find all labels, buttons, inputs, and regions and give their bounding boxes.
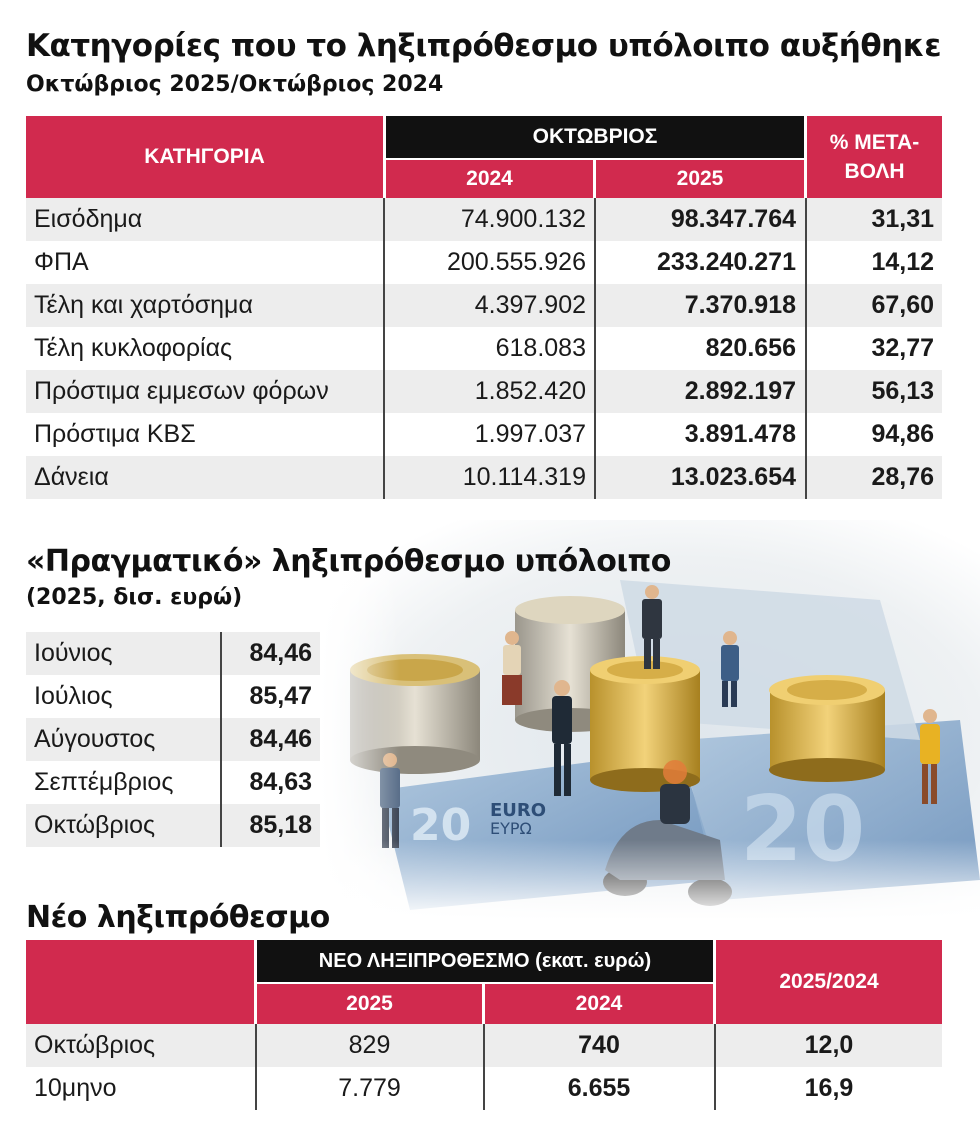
table3-body — [26, 1024, 942, 1110]
row-category: Εισόδημα — [34, 205, 143, 233]
euro-coins-illustration — [320, 520, 980, 920]
row-value: 85,18 — [249, 811, 312, 839]
row-month: Ιούνιος — [34, 639, 113, 667]
table-row — [26, 241, 942, 284]
row-change: 94,86 — [871, 420, 934, 448]
row-value-2025: 233.240.271 — [656, 248, 796, 276]
table-row — [26, 675, 320, 718]
header-october: ΟΚΤΩΒΡΙΟΣ — [386, 116, 804, 158]
row-value-2025: 829 — [348, 1031, 391, 1059]
table-row — [26, 1024, 942, 1067]
header3-2024: 2024 — [485, 984, 713, 1024]
header-category: ΚΑΤΗΓΟΡΙΑ — [26, 116, 383, 198]
row-value-2025: 3.891.478 — [684, 420, 796, 448]
column-divider — [383, 413, 385, 456]
table-row — [26, 456, 942, 499]
table3-header — [26, 940, 942, 1024]
row-ratio: 16,9 — [804, 1074, 854, 1102]
row-value-2025: 7.370.918 — [684, 291, 796, 319]
row-value-2024: 740 — [578, 1031, 620, 1059]
row-change: 28,76 — [871, 463, 934, 491]
row-value-2024: 1.997.037 — [474, 420, 586, 448]
table1-body — [26, 198, 942, 499]
row-month: Σεπτέμβριος — [34, 768, 174, 796]
row-value: 85,47 — [249, 682, 312, 710]
header-change-line2: ΒΟΛΗ — [844, 160, 905, 183]
row-category: ΦΠΑ — [34, 248, 89, 276]
column-divider — [383, 241, 385, 284]
table2-subtitle: (2025, δισ. ευρώ) — [26, 585, 243, 610]
row-category: Τέλη κυκλοφορίας — [34, 334, 233, 362]
table-row — [26, 327, 942, 370]
row-value-2025: 7.779 — [338, 1074, 401, 1102]
header-2024: 2024 — [386, 160, 593, 198]
header-change — [807, 116, 942, 198]
row-value-2024: 6.655 — [567, 1074, 631, 1102]
table3-title: Νέο ληξιπρόθεσμο — [26, 900, 330, 935]
row-change: 31,31 — [871, 205, 934, 233]
table-row — [26, 718, 320, 761]
header3-ratio: 2025/2024 — [716, 940, 942, 1024]
row-change: 32,77 — [871, 334, 934, 362]
row-value-2024: 10.114.319 — [462, 463, 586, 491]
header3-blank — [26, 940, 254, 1024]
row-ratio: 12,0 — [804, 1031, 854, 1059]
new-arrears-table — [26, 940, 942, 1110]
arrears-category-table — [26, 116, 942, 499]
row-value-2025: 2.892.197 — [684, 377, 796, 405]
header-2025: 2025 — [596, 160, 804, 198]
header3-2025: 2025 — [257, 984, 482, 1024]
row-value-2025: 820.656 — [705, 334, 796, 362]
row-change: 14,12 — [871, 248, 934, 276]
row-value: 84,46 — [249, 639, 312, 667]
row-value-2024: 1.852.420 — [474, 377, 586, 405]
column-divider — [383, 198, 385, 241]
header-change-line1: % ΜΕΤΑ- — [829, 131, 920, 154]
row-value: 84,46 — [249, 725, 312, 753]
real-arrears-table — [26, 632, 320, 847]
row-label: 10μηνο — [34, 1074, 117, 1102]
table-row — [26, 413, 942, 456]
row-value-2024: 618.083 — [495, 334, 586, 362]
table-row — [26, 284, 942, 327]
euro-coins-photo — [320, 520, 980, 920]
table-row — [26, 1067, 942, 1110]
row-month: Ιούλιος — [34, 682, 113, 710]
column-divider — [383, 327, 385, 370]
row-label: Οκτώβριος — [34, 1031, 156, 1059]
row-month: Αύγουστος — [34, 725, 156, 753]
row-category: Τέλη και χαρτόσημα — [34, 291, 253, 319]
row-value: 84,63 — [249, 768, 312, 796]
row-value-2024: 4.397.902 — [474, 291, 586, 319]
table1-title: Κατηγορίες που το ληξιπρόθεσμο υπόλοιπο αυξήθηκε — [26, 28, 942, 64]
row-change: 67,60 — [871, 291, 934, 319]
table-row — [26, 761, 320, 804]
row-change: 56,13 — [871, 377, 934, 405]
table-row — [26, 804, 320, 847]
row-category: Πρόστιμα ΚΒΣ — [34, 420, 196, 448]
column-divider — [383, 370, 385, 413]
row-value-2025: 13.023.654 — [670, 463, 796, 491]
table1-header — [26, 116, 942, 198]
column-divider — [383, 456, 385, 499]
table1-subtitle: Οκτώβριος 2025/Οκτώβριος 2024 — [26, 72, 444, 97]
table-row — [26, 198, 942, 241]
table-row — [26, 370, 942, 413]
table-row — [26, 632, 320, 675]
row-category: Πρόστιμα εμμεσων φόρων — [34, 377, 329, 405]
row-category: Δάνεια — [34, 463, 109, 491]
row-month: Οκτώβριος — [34, 811, 156, 839]
row-value-2024: 74.900.132 — [460, 205, 586, 233]
row-value-2024: 200.555.926 — [446, 248, 586, 276]
column-divider — [383, 284, 385, 327]
row-value-2025: 98.347.764 — [670, 205, 796, 233]
header3-group: ΝΕΟ ΛΗΞΙΠΡΟΘΕΣΜΟ (εκατ. ευρώ) — [257, 940, 713, 982]
table2-title: «Πραγματικό» ληξιπρόθεσμο υπόλοιπο — [26, 544, 671, 579]
